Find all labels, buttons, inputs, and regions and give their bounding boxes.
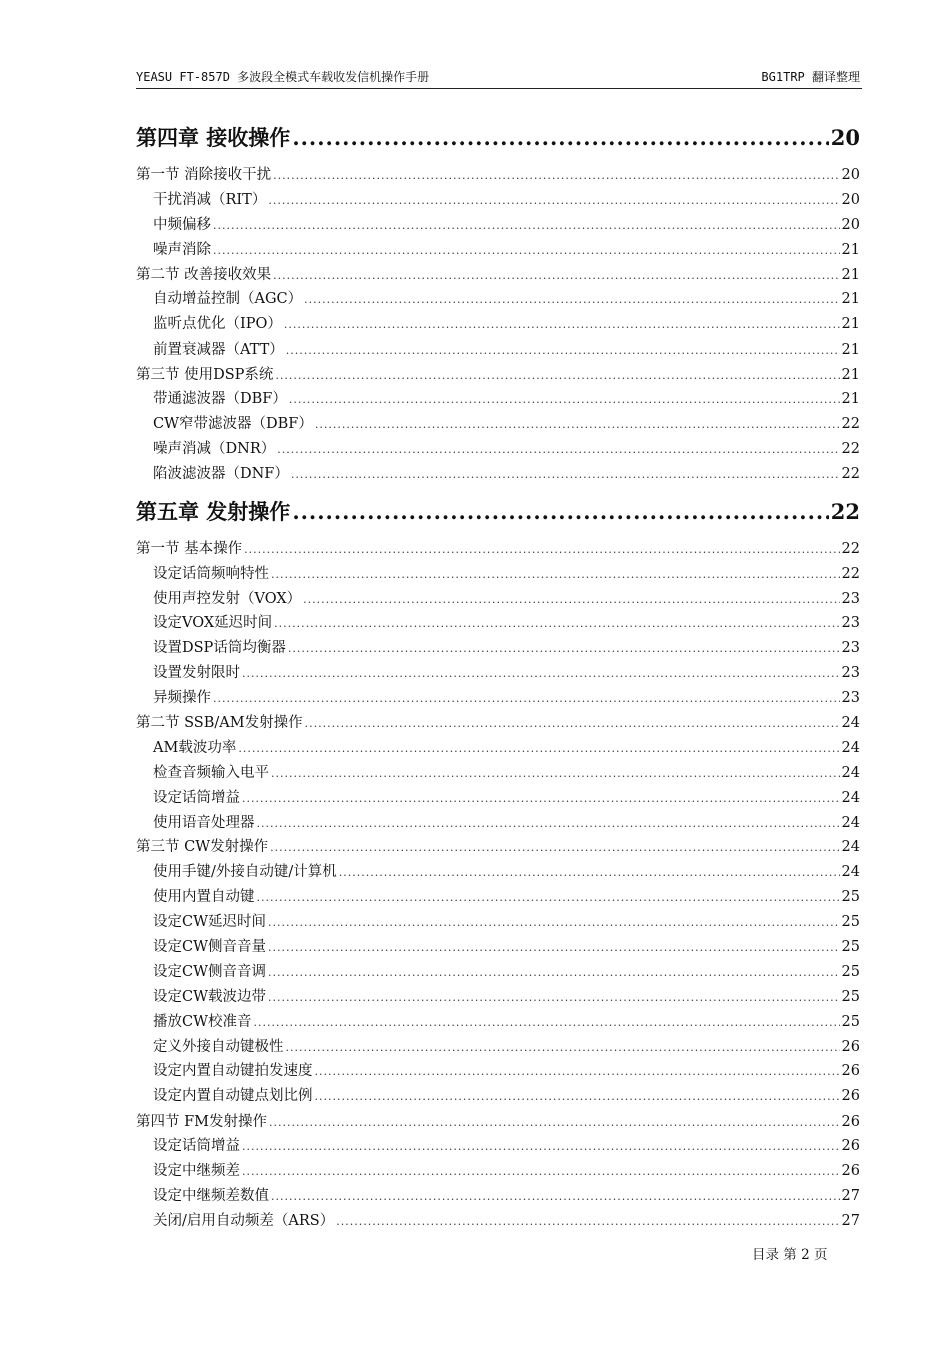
toc-item[interactable] xyxy=(136,463,860,485)
item-title: 设定话筒增益 xyxy=(153,1138,240,1154)
item-title: 中频偏移 xyxy=(153,217,211,233)
toc-item[interactable] xyxy=(136,612,860,634)
item-title: 使用语音处理器 xyxy=(153,815,255,831)
dot-leader xyxy=(291,464,840,486)
section-title: 第一节 基本操作 xyxy=(136,541,243,557)
dot-leader xyxy=(271,763,840,785)
page-number: 25 xyxy=(841,964,860,980)
dot-leader xyxy=(238,738,839,760)
toc-item[interactable] xyxy=(136,1060,860,1082)
page-number: 21 xyxy=(841,316,860,332)
dot-leader xyxy=(303,589,839,611)
page-number: 22 xyxy=(841,541,860,557)
toc-item[interactable] xyxy=(136,239,860,261)
page-number: 22 xyxy=(841,416,860,432)
toc-item[interactable] xyxy=(136,637,860,659)
toc-item[interactable] xyxy=(136,911,860,933)
page-number: 25 xyxy=(841,989,860,1005)
item-title: 异频操作 xyxy=(153,690,211,706)
item-title: 干扰消减（RIT） xyxy=(153,192,267,208)
dot-leader xyxy=(213,240,840,262)
dot-leader xyxy=(304,289,839,311)
toc-item[interactable] xyxy=(136,762,860,784)
dot-leader xyxy=(244,539,839,561)
item-title: 设定话筒增益 xyxy=(153,790,240,806)
dot-leader xyxy=(213,688,840,710)
page-number: 23 xyxy=(841,665,860,681)
item-title: 定义外接自动键极性 xyxy=(153,1039,284,1055)
page-number: 23 xyxy=(841,690,860,706)
toc-item[interactable] xyxy=(136,1135,860,1157)
toc-item[interactable] xyxy=(136,214,860,236)
page-number: 24 xyxy=(841,740,860,756)
dot-leader xyxy=(268,912,840,934)
toc-item[interactable] xyxy=(136,687,860,709)
item-title: 监听点优化（IPO） xyxy=(153,316,282,332)
dot-leader xyxy=(213,215,840,237)
toc-item[interactable] xyxy=(136,388,860,410)
dot-leader xyxy=(305,713,840,735)
page-number: 22 xyxy=(841,566,860,582)
toc-item[interactable] xyxy=(136,1036,860,1058)
toc-item[interactable] xyxy=(136,986,860,1008)
toc-item[interactable] xyxy=(136,662,860,684)
item-title: 设定内置自动键点划比例 xyxy=(153,1088,313,1104)
page-number: 20 xyxy=(841,217,860,233)
toc-item[interactable] xyxy=(136,1011,860,1033)
page-number: 25 xyxy=(841,889,860,905)
dot-leader xyxy=(257,887,840,909)
item-title: CW窄带滤波器（DBF） xyxy=(153,416,313,432)
toc-item[interactable] xyxy=(136,812,860,834)
page-number: 22 xyxy=(841,441,860,457)
page-number: 24 xyxy=(841,815,860,831)
item-title: 设定CW侧音音调 xyxy=(153,964,266,980)
dot-leader xyxy=(268,937,840,959)
header-document-title: YEASU FT-857D 多波段全模式车载收发信机操作手册 xyxy=(136,70,430,84)
chapter-title: 第五章 发射操作 xyxy=(136,499,291,524)
toc-section[interactable] xyxy=(136,538,860,560)
item-title: 设定中继频差 xyxy=(153,1163,240,1179)
item-title: 设定CW侧音音量 xyxy=(153,939,266,955)
page-number: 26 xyxy=(841,1114,860,1130)
item-title: 关闭/启用自动频差（ARS） xyxy=(153,1213,335,1229)
dot-leader xyxy=(315,414,840,436)
page-number: 21 xyxy=(841,342,860,358)
item-title: 噪声消除 xyxy=(153,242,211,258)
toc-item[interactable] xyxy=(136,1210,860,1232)
toc-item[interactable] xyxy=(136,961,860,983)
toc-item[interactable] xyxy=(136,438,860,460)
page-number: 25 xyxy=(841,939,860,955)
toc-item[interactable] xyxy=(136,563,860,585)
page-number: 24 xyxy=(841,839,860,855)
page-number: 21 xyxy=(841,391,860,407)
toc-item[interactable] xyxy=(136,1160,860,1182)
toc-item[interactable] xyxy=(136,787,860,809)
toc-chapter-4[interactable] xyxy=(136,124,860,152)
toc-chapter-5[interactable] xyxy=(136,498,860,526)
item-title: 噪声消减（DNR） xyxy=(153,441,276,457)
toc-section[interactable] xyxy=(136,836,860,858)
toc-item[interactable] xyxy=(136,313,860,335)
toc-item[interactable] xyxy=(136,339,860,361)
page-number: 22 xyxy=(841,466,860,482)
item-title: 检查音频输入电平 xyxy=(153,765,269,781)
toc-section[interactable] xyxy=(136,1111,860,1133)
dot-leader xyxy=(268,987,840,1009)
page-number: 25 xyxy=(841,914,860,930)
section-title: 第三节 使用DSP系统 xyxy=(136,367,274,383)
page-number: 24 xyxy=(841,765,860,781)
dot-leader xyxy=(273,165,839,187)
toc-item[interactable] xyxy=(136,288,860,310)
item-title: 设定VOX延迟时间 xyxy=(153,615,273,631)
page-number: 20 xyxy=(841,167,860,183)
page-number: 25 xyxy=(841,1014,860,1030)
dot-leader xyxy=(288,638,840,660)
toc-section[interactable] xyxy=(136,264,860,286)
section-title: 第二节 SSB/AM发射操作 xyxy=(136,715,303,731)
item-title: 带通滤波器（DBF） xyxy=(153,391,287,407)
page-number: 24 xyxy=(841,715,860,731)
page-number: 24 xyxy=(841,864,860,880)
page-number: 21 xyxy=(841,291,860,307)
page-number: 26 xyxy=(841,1063,860,1079)
page-number: 23 xyxy=(841,640,860,656)
page-number: 21 xyxy=(841,242,860,258)
dot-leader xyxy=(268,190,839,212)
item-title: 使用手键/外接自动键/计算机 xyxy=(153,864,337,880)
item-title: 前置衰减器（ATT） xyxy=(153,342,284,358)
item-title: 设定中继频差数值 xyxy=(153,1188,269,1204)
page-number: 21 xyxy=(841,367,860,383)
item-title: 使用声控发射（VOX） xyxy=(153,591,302,607)
dot-leader xyxy=(269,1112,840,1134)
dot-leader xyxy=(242,788,840,810)
page-number: 20 xyxy=(841,192,860,208)
item-title: 设定CW延迟时间 xyxy=(153,914,266,930)
dot-leader xyxy=(284,314,840,336)
dot-leader xyxy=(277,439,839,461)
page-number: 26 xyxy=(841,1138,860,1154)
dot-leader xyxy=(315,1061,840,1083)
item-title: 设置发射限时 xyxy=(153,665,240,681)
page-number: 27 xyxy=(841,1213,860,1229)
item-title: AM载波功率 xyxy=(153,740,237,756)
page-number: 26 xyxy=(841,1088,860,1104)
dot-leader xyxy=(315,1086,840,1108)
toc-item[interactable] xyxy=(136,936,860,958)
page-number: 26 xyxy=(841,1039,860,1055)
dot-leader xyxy=(289,389,840,411)
header-translator: BG1TRP 翻译整理 xyxy=(761,70,860,84)
toc-item[interactable] xyxy=(136,737,860,759)
page-number: 21 xyxy=(841,267,860,283)
item-title: 陷波滤波器（DNF） xyxy=(153,466,289,482)
dot-leader xyxy=(339,862,840,884)
item-title: 设定CW载波边带 xyxy=(153,989,266,1005)
toc-item[interactable] xyxy=(136,189,860,211)
dot-leader xyxy=(292,124,828,152)
section-title: 第二节 改善接收效果 xyxy=(136,267,272,283)
chapter-title: 第四章 接收操作 xyxy=(136,125,291,150)
page-number: 23 xyxy=(841,591,860,607)
dot-leader xyxy=(268,962,840,984)
item-title: 设定内置自动键拍发速度 xyxy=(153,1063,313,1079)
toc-item[interactable] xyxy=(136,413,860,435)
section-title: 第四节 FM发射操作 xyxy=(136,1114,268,1130)
toc-item[interactable] xyxy=(136,861,860,883)
dot-leader xyxy=(254,1012,840,1034)
toc-section[interactable] xyxy=(136,164,860,186)
dot-leader xyxy=(242,1161,840,1183)
toc-section[interactable] xyxy=(136,364,860,386)
section-title: 第一节 消除接收干扰 xyxy=(136,167,272,183)
toc-section[interactable] xyxy=(136,712,860,734)
item-title: 使用内置自动键 xyxy=(153,889,255,905)
dot-leader xyxy=(286,340,840,362)
dot-leader xyxy=(292,498,828,526)
toc-item[interactable] xyxy=(136,1185,860,1207)
page-number: 27 xyxy=(841,1188,860,1204)
dot-leader xyxy=(242,663,840,685)
item-title: 自动增益控制（AGC） xyxy=(153,291,303,307)
section-title: 第三节 CW发射操作 xyxy=(136,839,269,855)
dot-leader xyxy=(270,837,839,859)
dot-leader xyxy=(257,813,840,835)
dot-leader xyxy=(273,265,839,287)
page-number: 26 xyxy=(841,1163,860,1179)
page-number: 23 xyxy=(841,615,860,631)
page-number: 22 xyxy=(830,499,860,524)
dot-leader xyxy=(271,1186,840,1208)
dot-leader xyxy=(271,564,840,586)
item-title: 设定话筒频响特性 xyxy=(153,566,269,582)
toc-item[interactable] xyxy=(136,588,860,610)
dot-leader xyxy=(242,1136,840,1158)
page-number: 20 xyxy=(830,125,860,150)
item-title: 播放CW校准音 xyxy=(153,1014,252,1030)
dot-leader xyxy=(286,1037,840,1059)
toc-item[interactable] xyxy=(136,1085,860,1107)
dot-leader xyxy=(336,1211,839,1233)
toc-item[interactable] xyxy=(136,886,860,908)
dot-leader xyxy=(274,613,839,635)
page-footer: 目录 第 2 页 xyxy=(752,1247,828,1263)
page-number: 24 xyxy=(841,790,860,806)
item-title: 设置DSP话筒均衡器 xyxy=(153,640,286,656)
dot-leader xyxy=(275,365,839,387)
running-header xyxy=(136,68,862,89)
